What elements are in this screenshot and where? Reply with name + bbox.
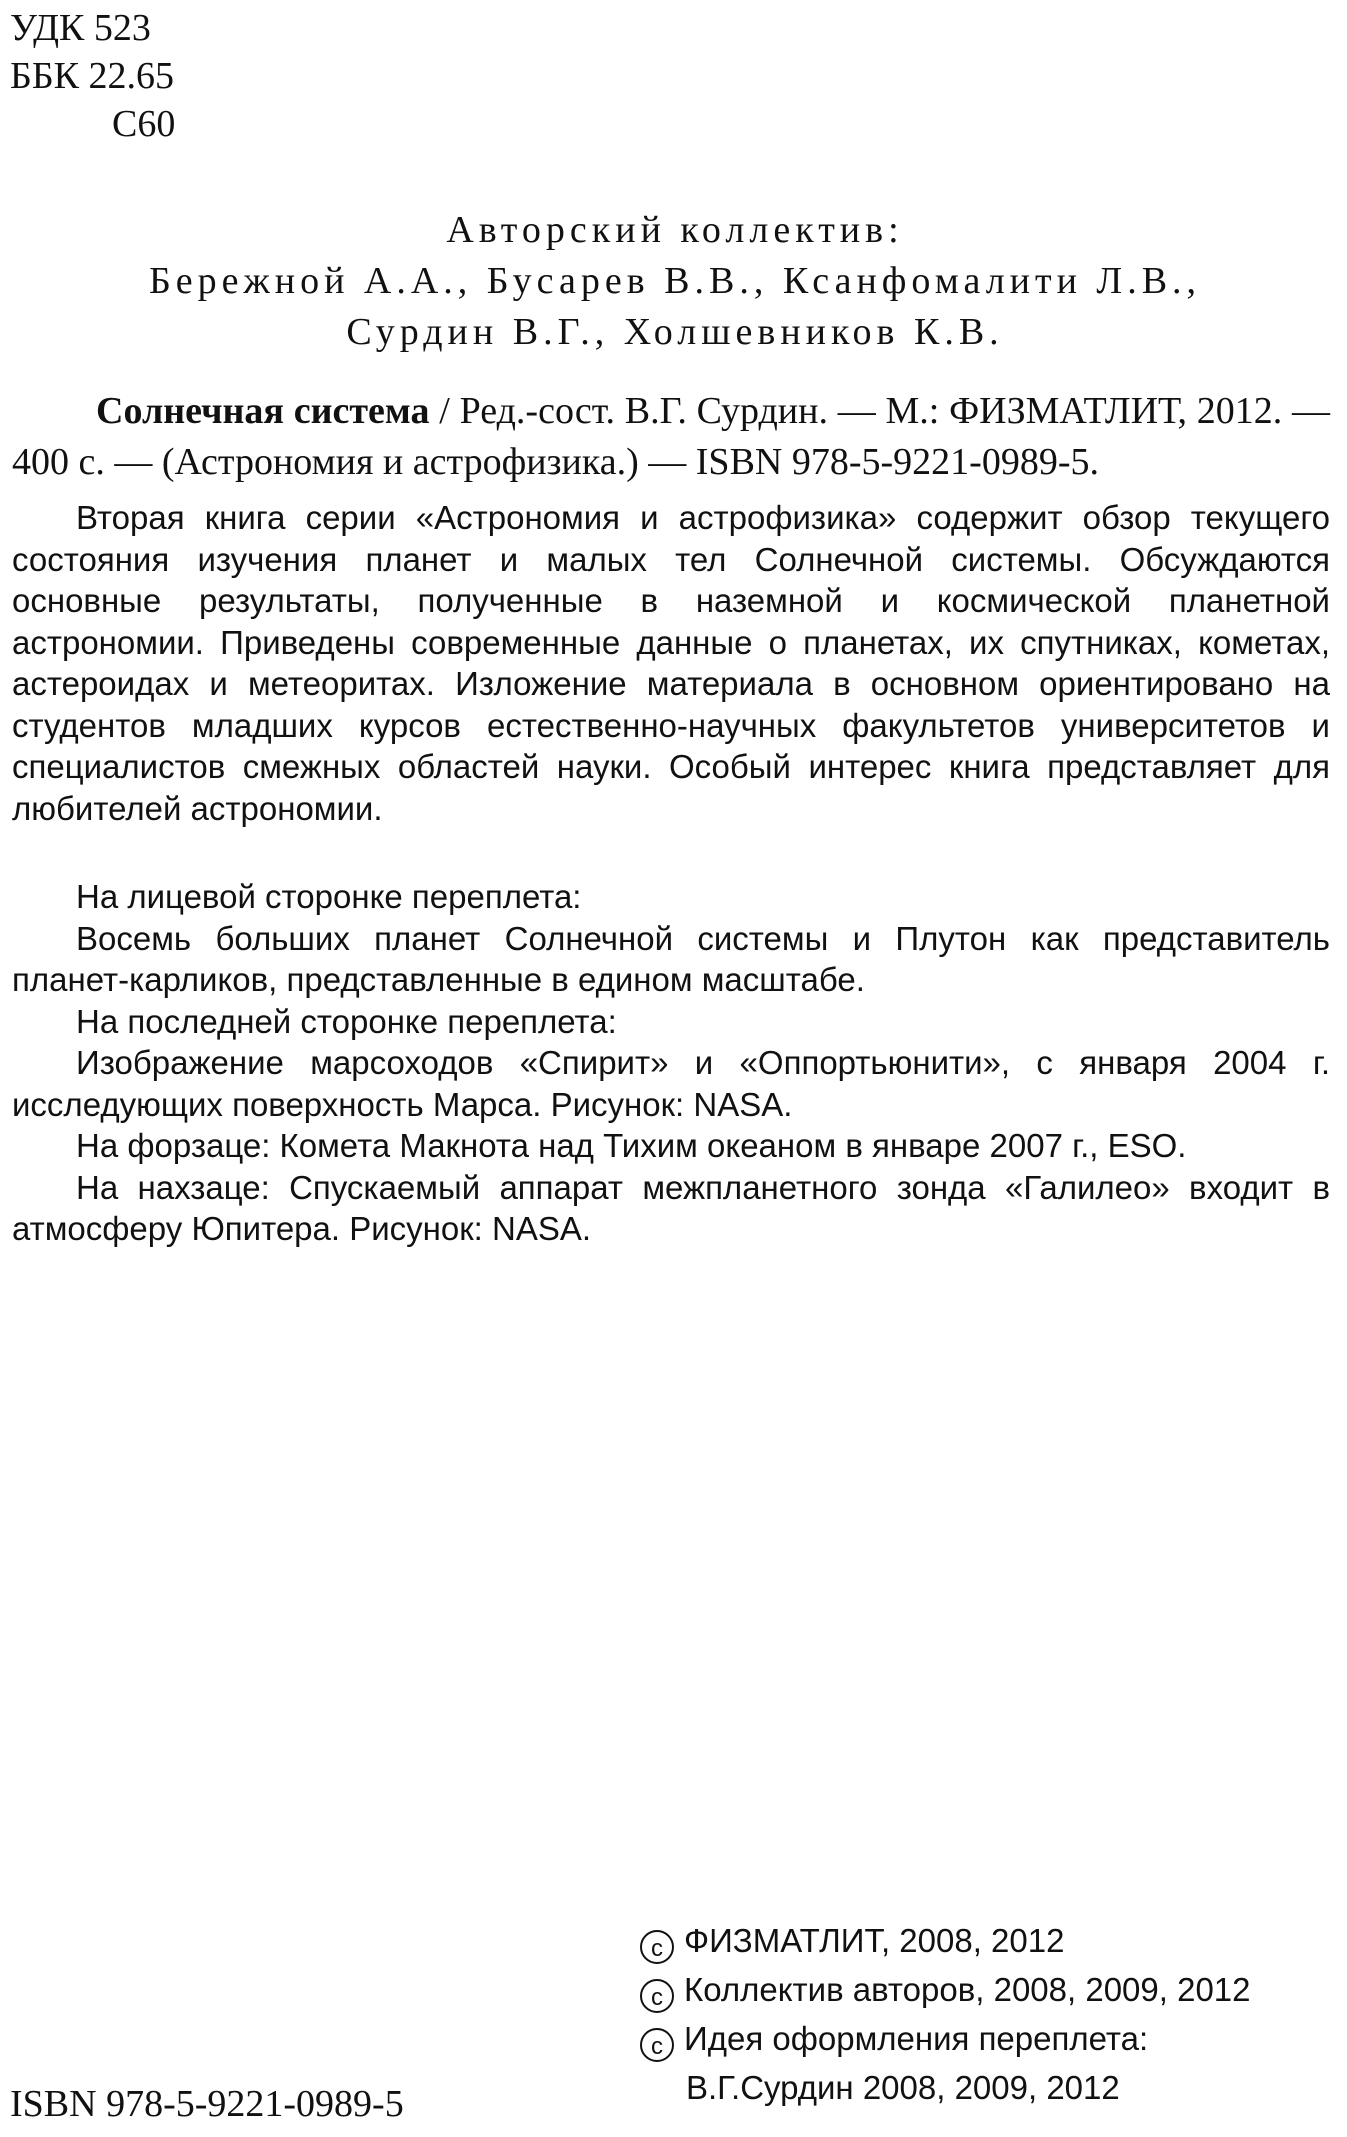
abstract-text: Вторая книга серии «Астрономия и астрофизика» содержит обзор текущего состояния изучения планет и малых тел Солнечной системы. Обсуждаются основные результаты, полученные в наземной и космической планетной астрономии. Приведены современные данные о планетах, их спутниках, кометах, астероидах и метеоритах. Изложение материала в основном ориентировано на студентов младших курсов естественно-научных факультетов университетов и специалистов смежных областей науки. Особый интерес книга представляет для любителей астрономии. — [12, 499, 1330, 827]
cover-notes — [12, 876, 1330, 1250]
copyright-publisher: ФИЗМАТЛИТ, 2008, 2012 — [684, 1922, 1065, 1959]
authors-block — [60, 205, 1290, 358]
copyright-icon: c — [640, 1930, 674, 1964]
bibliographic-record — [12, 386, 1330, 488]
isbn: ISBN 978-5-9221-0989-5 — [10, 2083, 404, 2125]
cover-note-back-text: Изображение марсоходов «Спирит» и «Оппортьюнити», с января 2004 г. исследующих поверхность Марса. Рисунок: NASA. — [12, 1044, 1330, 1123]
copyright-icon: c — [640, 2028, 674, 2062]
abstract — [12, 497, 1330, 829]
cover-note-endpaper-back: На нахзаце: Спускаемый аппарат межпланетного зонда «Галилео» входит в атмосферу Юпитера. Рисунок: NASA. — [12, 1168, 1330, 1247]
copyright-icon: c — [640, 1979, 674, 2013]
authors-line-1: Бережной А.А., Бусарев В.В., Ксанфомалити Л.В., — [148, 260, 1202, 302]
bbk-code: ББК 22.65 — [10, 55, 174, 97]
cover-note-back-heading: На последней сторонке переплета: — [76, 1002, 617, 1040]
copyright-cover-designer: В.Г.Сурдин 2008, 2009, 2012 — [686, 2069, 1120, 2106]
authors-heading: Авторский коллектив: — [446, 209, 904, 251]
copyright-line — [640, 1916, 1251, 1965]
cover-note-endpaper-front: На форзаце: Комета Макнота над Тихим океаном в январе 2007 г., ESO. — [76, 1127, 1187, 1164]
copyright-line — [640, 1965, 1251, 2014]
udk-code: УДК 523 — [10, 7, 151, 49]
copyright-authors: Коллектив авторов, 2008, 2009, 2012 — [684, 1971, 1251, 2008]
copyright-line — [640, 2014, 1251, 2063]
authors-line-2: Сурдин В.Г., Холшевников К.В. — [346, 311, 1004, 353]
bibliographic-details: / Ред.-сост. В.Г. Сурдин. — М.: ФИЗМАТЛИТ, 2012. — 400 с. — (Астрономия и астрофизика.) — ISBN 978-5-9221-0989-5. — [12, 390, 1330, 483]
classification-codes — [10, 4, 175, 148]
cover-note-front-text: Восемь больших планет Солнечной системы и Плутон как представитель планет-карликов, представленные в едином масштабе. — [12, 919, 1330, 998]
author-mark: С60 — [112, 103, 176, 145]
copyright-block — [640, 1916, 1251, 2112]
book-title: Солнечная система — [96, 390, 430, 432]
copyright-cover-design: Идея оформления переплета: — [684, 2020, 1149, 2057]
cover-note-front-heading: На лицевой сторонке переплета: — [76, 878, 582, 915]
